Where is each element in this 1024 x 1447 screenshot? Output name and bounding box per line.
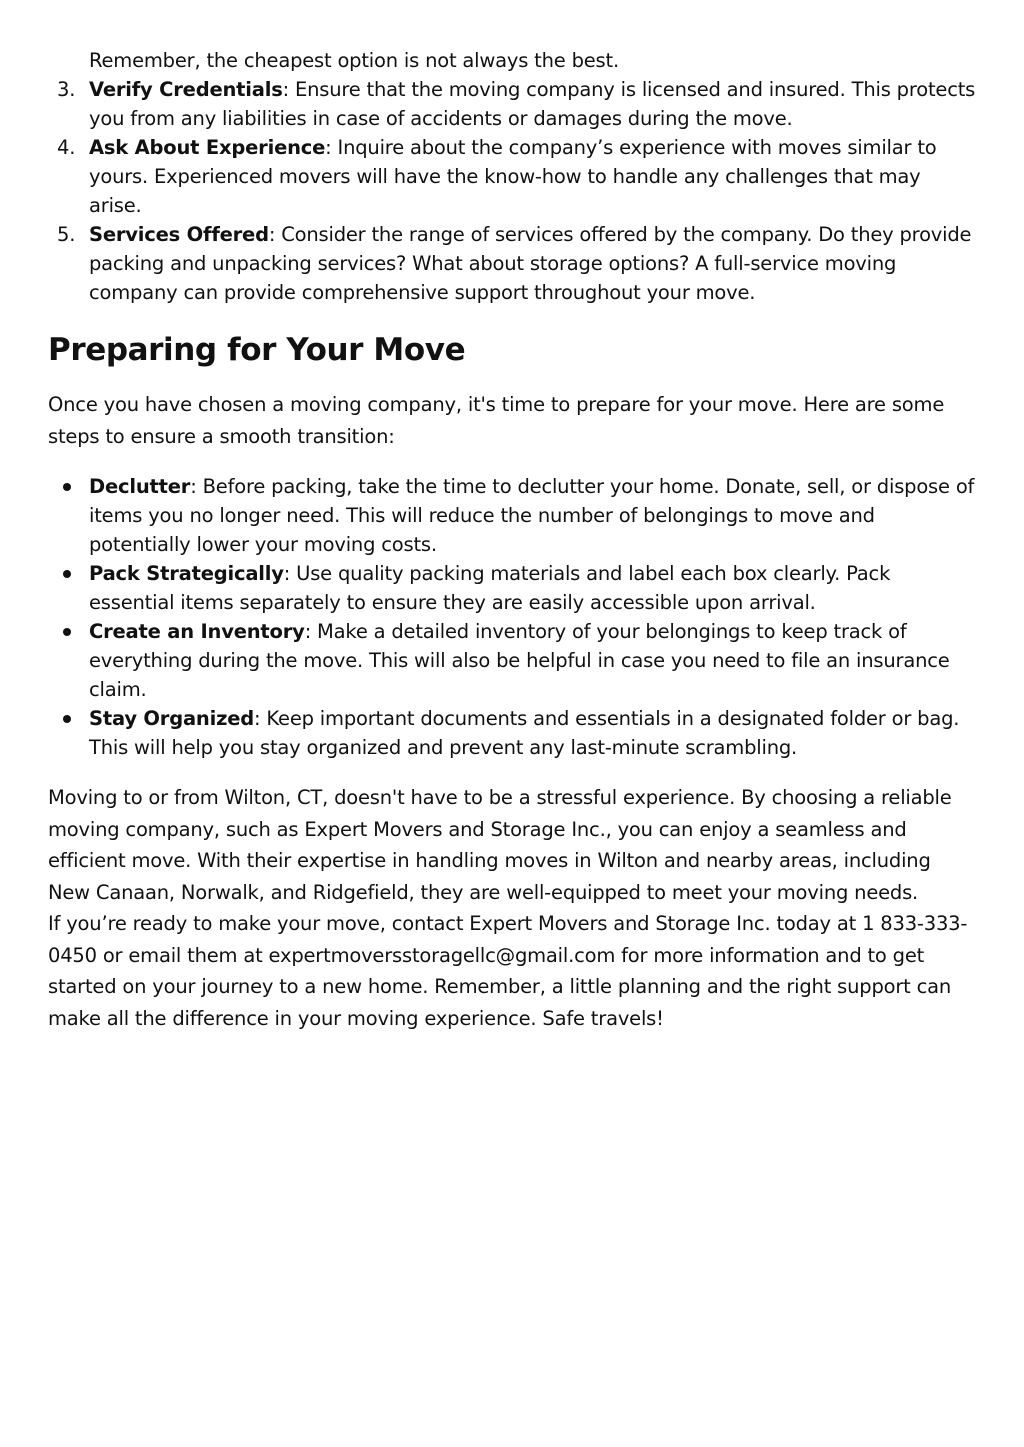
list-item-term: Ask About Experience	[89, 136, 326, 159]
section-heading: Preparing for Your Move	[48, 332, 466, 368]
bullet-icon	[63, 715, 71, 723]
list-number: 5.	[57, 223, 76, 246]
list-item-term: Services Offered	[89, 223, 269, 246]
list-item	[48, 472, 978, 559]
list-item	[48, 75, 978, 133]
numbered-steps-list	[48, 75, 978, 307]
bullet-list	[48, 472, 978, 762]
list-item	[48, 617, 978, 704]
bullet-icon	[63, 483, 71, 491]
section-intro-paragraph: Once you have chosen a moving company, it's time to prepare for your move. Here are some steps to ensure a smooth transition:	[48, 393, 945, 448]
bullet-icon	[63, 628, 71, 636]
list-item	[48, 220, 978, 307]
list-number: 4.	[57, 136, 76, 159]
list-number: 3.	[57, 78, 76, 101]
list-item-term: Declutter	[89, 475, 191, 498]
contact-paragraph: If you’re ready to make your move, contact Expert Movers and Storage Inc. today at 1 833-333-0450 or email them at expertmoversstoragellc@gmail.com for more information and to get started on your journey to a new home. Remember, a little planning and the right support can make all the difference in your moving experience. Safe travels!	[48, 912, 968, 1030]
list-item-text: : Ensure that the moving company is licensed and insured. This protects you from any liabilities in case of accidents or damages during the move.	[89, 78, 976, 130]
list-item-text: : Use quality packing materials and label each box clearly. Pack essential items separately to ensure they are easily accessible upon arrival.	[89, 562, 891, 614]
list-item-text: : Inquire about the company’s experience with moves similar to yours. Experienced movers will have the know-how to handle any challenges that may arise.	[89, 136, 937, 217]
list-item-term: Pack Strategically	[89, 562, 284, 585]
bullet-icon	[63, 570, 71, 578]
list-item-text: : Consider the range of services offered by the company. Do they provide packing and unpacking services? What about storage options? A full-service moving company can provide comprehensive support throughout your move.	[89, 223, 972, 304]
list-item	[48, 559, 978, 617]
list-continuation-text: Remember, the cheapest option is not always the best.	[89, 49, 619, 72]
list-item-term: Create an Inventory	[89, 620, 305, 643]
document-page	[48, 46, 978, 1034]
list-item-text: : Before packing, take the time to declutter your home. Donate, sell, or dispose of items you no longer need. This will reduce the number of belongings to move and potentially lower your moving costs.	[89, 475, 975, 556]
closing-paragraph: Moving to or from Wilton, CT, doesn't have to be a stressful experience. By choosing a reliable moving company, such as Expert Movers and Storage Inc., you can enjoy a seamless and efficient move. With their expertise in handling moves in Wilton and nearby areas, including New Canaan, Norwalk, and Ridgefield, they are well-equipped to meet your moving needs.	[48, 786, 952, 904]
list-item-text: : Make a detailed inventory of your belongings to keep track of everything during the move. This will also be helpful in case you need to file an insurance claim.	[89, 620, 950, 701]
list-item-text: : Keep important documents and essentials in a designated folder or bag. This will help you stay organized and prevent any last-minute scrambling.	[89, 707, 960, 759]
list-item-term: Stay Organized	[89, 707, 255, 730]
list-item-term: Verify Credentials	[89, 78, 283, 101]
list-item	[48, 704, 978, 762]
list-item	[48, 133, 978, 220]
